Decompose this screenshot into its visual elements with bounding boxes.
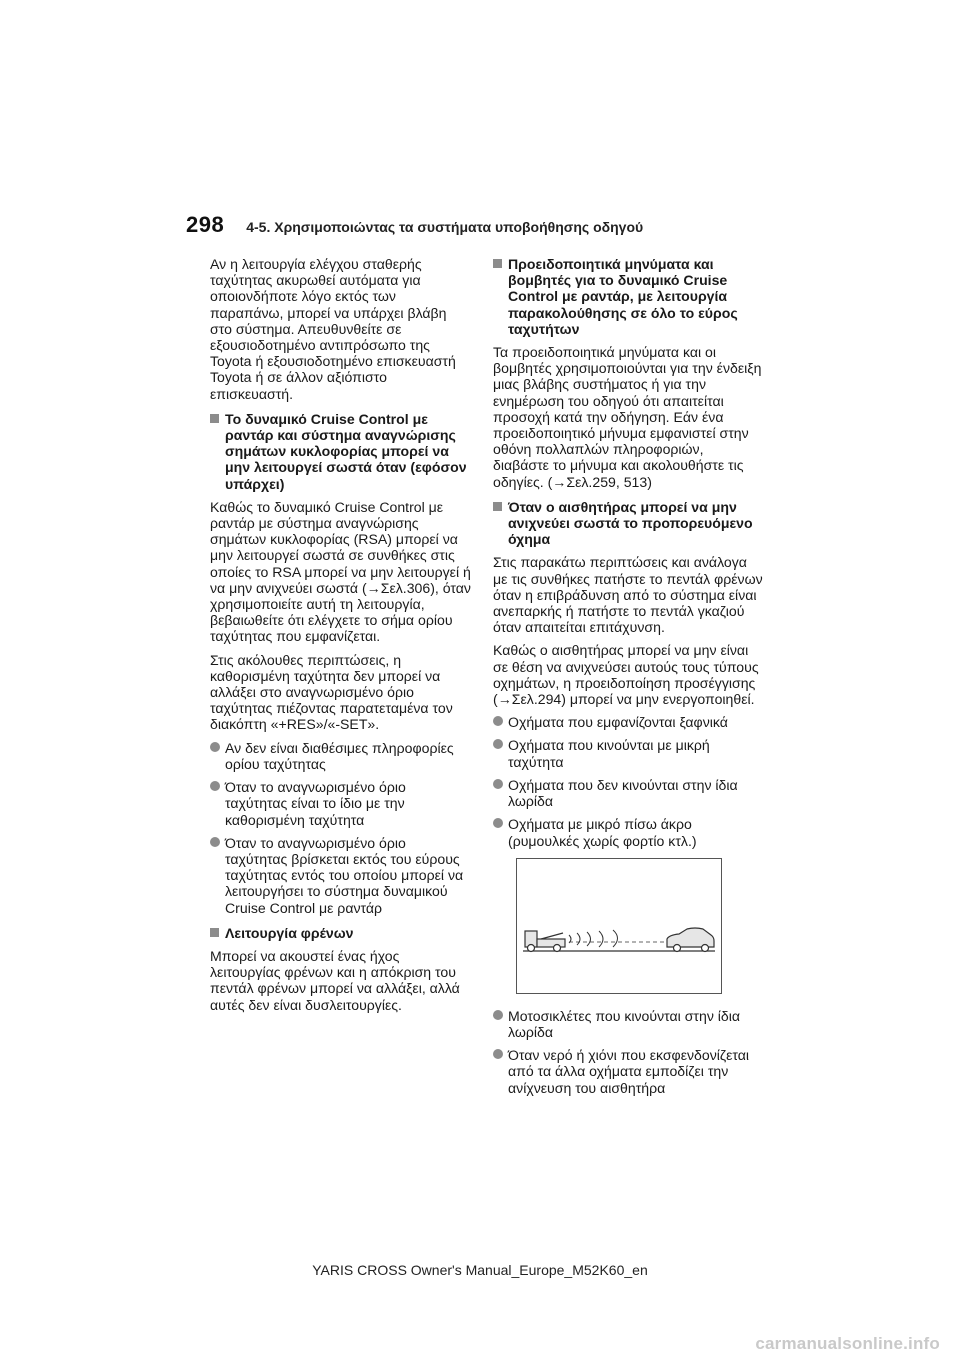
section-heading [210, 925, 472, 941]
list-item-text: Όταν το αναγνωρισμένο όριο ταχύτητας είναι το ίδιο με την καθορισμένη ταχύτητα [225, 779, 406, 828]
paragraph: Αν η λειτουργία ελέγχου σταθερής ταχύτητας ακυρωθεί αυτόματα για οποιονδήποτε λόγο εκτός των παραπάνω, μπορεί να υπάρχει βλάβη στο σύστημα. Απευθυνθείτε σε εξουσιοδοτημένο αντιπρόσωπο της Toyota ή εξουσιοδοτημένο επισκευαστή Toyota ή σε άλλον αξιόπιστο επισκευαστή. [210, 256, 456, 402]
list-item [210, 740, 472, 772]
list-item [493, 1047, 763, 1096]
page-footer: YARIS CROSS Owner's Manual_Europe_M52K60_en [312, 1262, 648, 1278]
circle-bullet-icon [493, 1010, 503, 1020]
list-item [493, 816, 763, 848]
circle-bullet-icon [493, 779, 503, 789]
circle-bullet-icon [493, 1049, 503, 1059]
list-item-text: Όταν νερό ή χιόνι που εκσφενδονίζεται από τα άλλα οχήματα εμποδίζει την ανίχνευση του αισθητήρα [508, 1047, 750, 1096]
car-icon [667, 928, 714, 952]
section-heading [210, 411, 472, 492]
square-bullet-icon [493, 259, 502, 268]
list-item-text: Αν δεν είναι διαθέσιμες πληροφορίες ορίου ταχύτητας [225, 739, 454, 772]
circle-bullet-icon [493, 716, 503, 726]
circle-bullet-icon [493, 739, 503, 749]
square-bullet-icon [210, 928, 219, 937]
heading-text: Όταν ο αισθητήρας μπορεί να μην ανιχνεύει σωστά το προπορευόμενο όχημα [508, 498, 753, 548]
paragraph: Στις παρακάτω περιπτώσεις και ανάλογα με τις συνθήκες πατήστε το πεντάλ φρένων όταν η επιβράδυνση από το σύστημα είναι ανεπαρκής ή πατήστε το πεντάλ γκαζιού όταν απαιτείται επιτάχυνση. [493, 554, 763, 636]
paragraph: Καθώς το δυναμικό Cruise Control με ραντάρ με σύστημα αναγνώρισης σημάτων κυκλοφορίας (RSA) μπορεί να μην λειτουργεί σωστά σε συνθήκες στις οποίες το RSA μπορεί να μην λειτουργεί ή να μην ανιχνεύει σωστά (→Σελ.306), όταν χρησιμοποιείτε αυτή τη λειτουργία, βεβαιωθείτε ότι ελέγχετε το σήμα ορίου ταχύτητας που εμφανίζεται. [210, 498, 471, 645]
illustration-tow-truck-and-car [516, 858, 722, 994]
circle-bullet-icon [493, 818, 503, 828]
circle-bullet-icon [210, 742, 220, 752]
square-bullet-icon [210, 414, 219, 423]
list-item [210, 779, 472, 828]
list-item-text: Μοτοσικλέτες που κινούνται στην ίδια λωρίδα [508, 1007, 741, 1040]
page-header [186, 212, 643, 238]
list-item [493, 737, 763, 769]
left-column [210, 256, 472, 1020]
list-item [493, 777, 763, 809]
right-column [493, 256, 763, 1103]
circle-bullet-icon [210, 837, 220, 847]
heading-text: Λειτουργία φρένων [225, 924, 354, 941]
circle-bullet-icon [210, 781, 220, 791]
heading-text: Το δυναμικό Cruise Control με ραντάρ και σύστημα αναγνώρισης σημάτων κυκλοφορίας μπορεί να μην λειτουργεί σωστά όταν (εφόσον υπάρχει) [225, 410, 467, 492]
watermark: carmanualsonline.info [755, 1334, 940, 1353]
list-item-text: Όταν το αναγνωρισμένο όριο ταχύτητας βρίσκεται εκτός του εύρους ταχύτητας εντός του οποίου μπορεί να λειτουργήσει το σύστημα δυναμικού Cruise Control με ραντάρ [225, 834, 464, 916]
paragraph: Στις ακόλουθες περιπτώσεις, η καθορισμένη ταχύτητα δεν μπορεί να αλλάξει στο αναγνωρισμένο όριο ταχύτητας πιέζοντας παρατεταμένα τον διακόπτη «+RES»/«-SET». [210, 651, 453, 733]
page-number: 298 [186, 212, 225, 237]
list-item-text: Οχήματα που κινούνται με μικρή ταχύτητα [508, 737, 710, 770]
paragraph: Μπορεί να ακουστεί ένας ήχος λειτουργίας φρένων και η απόκριση του πεντάλ φρένων μπορεί να αλλάξει, αλλά αυτές δεν είναι δυσλειτουργίες. [210, 947, 460, 1013]
list-item [493, 714, 763, 730]
section-heading [493, 256, 763, 337]
list-item-text: Οχήματα που δεν κινούνται στην ίδια λωρίδα [508, 776, 738, 810]
list-item-text: Οχήματα με μικρό πίσω άκρο (ρυμουλκές χωρίς φορτίο κτλ.) [508, 816, 697, 849]
paragraph: Τα προειδοποιητικά μηνύματα και οι βομβητές χρησιμοποιούνται για την ένδειξη μιας βλάβης συστήματος ή για την ενημέρωση του οδηγού ότι απαιτείται προσοχή κατά την οδήγηση. Εάν ένα προειδοποιητικό μήνυμα εμφανιστεί στην οθόνη πολλαπλών πληροφοριών, διαβάστε το μήνυμα και ακολουθήστε τις οδηγίες. (→Σελ.259, 513) [493, 344, 762, 490]
square-bullet-icon [493, 502, 502, 511]
tow-truck-icon [525, 931, 565, 952]
list-item-text: Οχήματα που εμφανίζονται ξαφνικά [508, 714, 728, 731]
paragraph: Καθώς ο αισθητήρας μπορεί να μην είναι σε θέση να ανιχνεύσει αυτούς τους τύπους οχημάτων, η προειδοποίηση προσέγγισης (→Σελ.294) μπορεί να μην ενεργοποιηθεί. [493, 642, 759, 708]
section-title: 4-5. Χρησιμοποιώντας τα συστήματα υποβοήθησης οδηγού [246, 219, 644, 235]
tow-truck-illustration [517, 859, 721, 993]
heading-text: Προειδοποιητικά μηνύματα και βομβητές για το δυναμικό Cruise Control με ραντάρ, με λειτουργία παρακολούθησης σε όλο το εύρος ταχυτήτων [508, 256, 738, 337]
list-item [493, 1008, 763, 1040]
section-heading [493, 499, 763, 548]
list-item [210, 835, 472, 916]
